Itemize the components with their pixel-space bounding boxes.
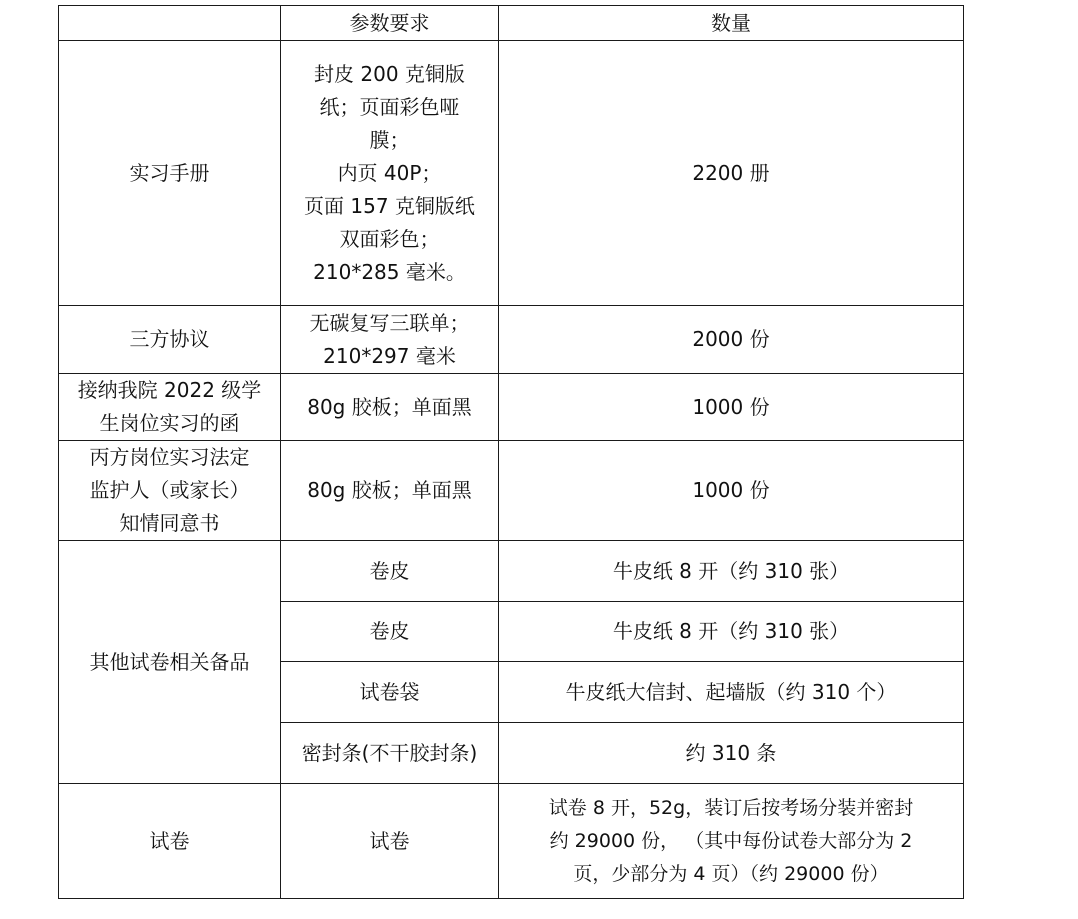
header-cell-spec: 参数要求	[281, 6, 499, 41]
qty-cell: 1000 份	[499, 441, 964, 541]
item-cell	[59, 441, 281, 541]
table-row	[59, 374, 964, 441]
qty-cell	[499, 784, 964, 899]
item-cell: 其他试卷相关备品	[59, 541, 281, 784]
spec-line: 210*297 毫米	[323, 343, 456, 368]
table-row	[59, 441, 964, 541]
spec-cell: 卷皮	[281, 541, 499, 602]
spec-cell: 卷皮	[281, 602, 499, 662]
spec-line: 210*285 毫米。	[313, 259, 466, 284]
spec-line: 内页 40P；	[337, 160, 442, 185]
spec-cell: 80g 胶板；单面黑	[281, 374, 499, 441]
qty-line: 约 29000 份， （其中每份试卷大部分为 2	[549, 829, 913, 852]
item-line: 丙方岗位实习法定	[89, 445, 250, 469]
spec-cell	[281, 41, 499, 306]
qty-cell: 约 310 条	[499, 723, 964, 784]
header-cell-qty: 数量	[499, 6, 964, 41]
qty-cell: 2000 份	[499, 306, 964, 374]
item-line: 知情同意书	[119, 511, 220, 535]
spec-line: 纸；页面彩色哑	[319, 94, 460, 119]
spec-line: 双面彩色；	[339, 226, 440, 251]
qty-line: 页，少部分为 4 页）（约 29000 份）	[573, 862, 889, 885]
item-cell	[59, 374, 281, 441]
spec-cell: 试卷	[281, 784, 499, 899]
spec-line: 无碳复写三联单；	[309, 310, 470, 335]
spec-cell: 80g 胶板；单面黑	[281, 441, 499, 541]
table-row	[59, 306, 964, 374]
table-header-row	[59, 6, 964, 41]
table-row	[59, 541, 964, 602]
qty-cell: 牛皮纸 8 开（约 310 张）	[499, 602, 964, 662]
spec-line: 封皮 200 克铜版	[314, 61, 465, 86]
spec-line: 膜；	[369, 127, 410, 152]
item-cell: 试卷	[59, 784, 281, 899]
table-row	[59, 784, 964, 899]
qty-cell: 牛皮纸大信封、起墙版（约 310 个）	[499, 662, 964, 723]
spec-cell: 试卷袋	[281, 662, 499, 723]
qty-line: 试卷 8 开，52g，装订后按考场分装并密封	[548, 796, 914, 819]
table-row	[59, 41, 964, 306]
spec-cell: 密封条(不干胶封条)	[281, 723, 499, 784]
qty-cell: 1000 份	[499, 374, 964, 441]
item-cell: 实习手册	[59, 41, 281, 306]
spec-line: 页面 157 克铜版纸	[304, 193, 475, 218]
qty-cell: 牛皮纸 8 开（约 310 张）	[499, 541, 964, 602]
header-cell-item	[59, 6, 281, 41]
item-line: 接纳我院 2022 级学	[77, 378, 262, 402]
spec-cell	[281, 306, 499, 374]
qty-cell: 2200 册	[499, 41, 964, 306]
item-cell: 三方协议	[59, 306, 281, 374]
item-line: 生岗位实习的函	[99, 411, 240, 435]
item-line: 监护人（或家长）	[89, 478, 250, 502]
spec-table	[58, 5, 964, 899]
